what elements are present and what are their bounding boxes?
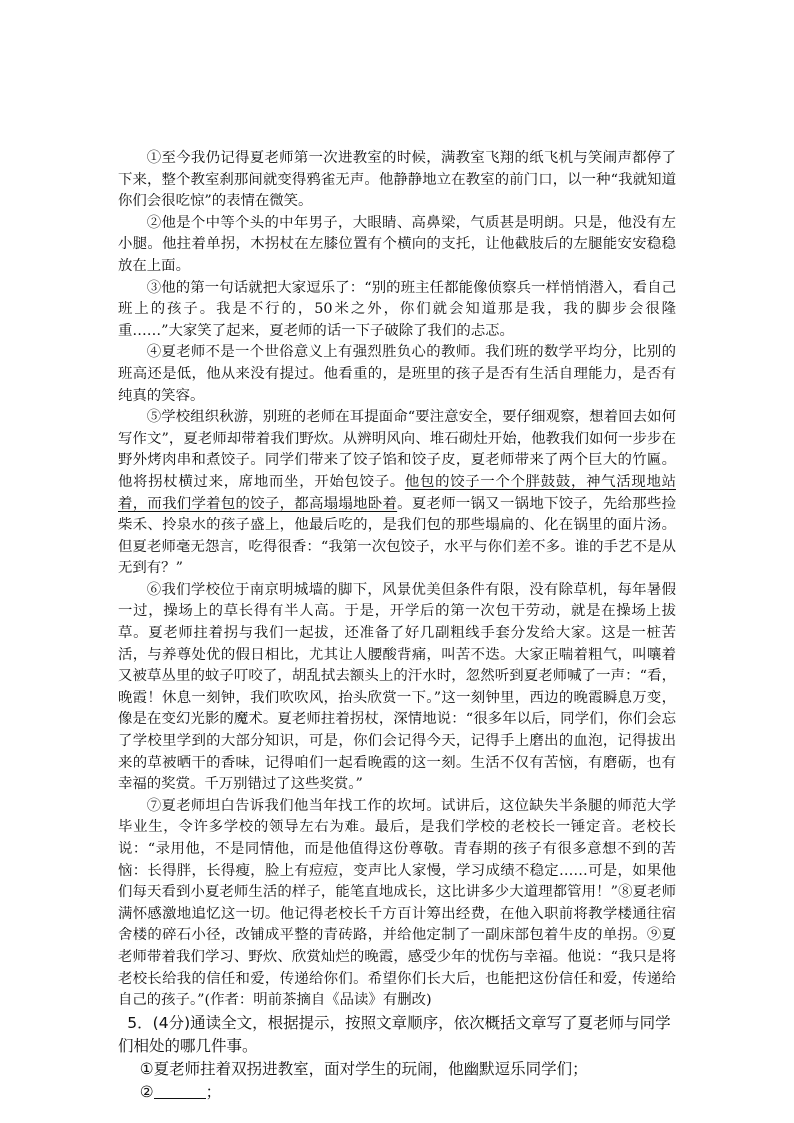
answer-item-1: ①夏老师拄着双拐进教室，面对学生的玩闹，他幽默逗乐同学们；	[139, 1059, 588, 1078]
paragraph-5-text-a: ⑤学校组织秋游，别班的老师在耳提面命“要注意安全，要仔细观察，想着回去如何写作文”，夏老师却带着我们野炊。从辨明风向、堆石砌灶开始，他教我们如何一步步在野外烤肉串和煮饺子。同学们带来了饺子馅和饺子皮，夏老师带来了两个巨大的竹匾。他将拐杖横过来，席地而坐，开始包饺子。	[118, 409, 676, 490]
paragraph-4: ④夏老师不是一个世俗意义上有强烈胜负心的教师。我们班的数学平均分，比别的班高还是低，他从来没有提过。他看重的，是班里的孩子是否有生活自理能力，是否有纯真的笑容。	[118, 344, 676, 404]
answer-item-2	[118, 1081, 676, 1104]
paragraph-7	[118, 796, 676, 1012]
paragraph-9-text: ⑨夏老师带着我们学习、野炊、欣赏灿烂的晚霞，感受少年的忧伤与幸福。他说：“我只是将老校长给我的信任和爱，传递给你们。希望你们长大后，也能把这份信任和爱，传递给自己的孩子。”	[118, 927, 676, 1009]
question-5	[118, 1012, 676, 1104]
paragraph-1: ①至今我仍记得夏老师第一次进教室的时候，满教室飞翔的纸飞机与笑闹声都停了下来，整个教室刹那间就变得鸦雀无声。他静静地立在教室的前门口，以一种“我就知道你们会很吃惊”的表情在微笑。	[118, 150, 676, 210]
paragraph-2: ②他是个中等个头的中年男子，大眼睛、高鼻梁，气质甚是明朗。只是，他没有左小腿。他拄着单拐，木拐杖在左膝位置有个横向的支托，让他截肢后的左腿能安安稳稳放在上面。	[118, 214, 676, 274]
paragraph-6: ⑥我们学校位于南京明城墙的脚下，风景优美但条件有限，没有除草机，每年暑假一过，操场上的草长得有半人高。于是，开学后的第一次包干劳动，就是在操场上拔草。夏老师拄着拐与我们一起拔，还准备了好几副粗线手套分发给大家。这是一桩苦活，与养尊处优的假日相比，尤其让人腰酸背痛，叫苦不迭。大家正喘着粗气，叫嚷着又被草丛里的蚊子叮咬了，胡乱拭去额头上的汗水时，忽然听到夏老师喊了一声：“看，晚霞！休息一刻钟，我们吹吹风，抬头欣赏一下。”这一刻钟里，西边的晚霞瞬息万变，像是在变幻光影的魔术。夏老师拄着拐杖，深情地说：“很多年以后，同学们，你们会忘了学校里学到的大部分知识，可是，你们会记得今天，记得手上磨出的血泡，记得拔出来的草被晒干的香味，记得咱们一起看晚霞的这一刻。生活不仅有苦恼，有磨砺，也有幸福的奖赏。千万别错过了这些奖赏。”	[118, 581, 676, 793]
answer-item-2-end: ；	[205, 1082, 222, 1101]
answer-item-2-number: ②	[139, 1082, 154, 1101]
question-stem: 5．(4分)通读全文，根据提示，按照文章顺序，依次概括文章写了夏老师与同学们相处的哪几件事。	[118, 1013, 671, 1055]
source-attribution: (作者：明前茶摘自《品读》有删改)	[204, 992, 432, 1009]
paragraph-3: ③他的第一句话就把大家逗乐了：“别的班主任都能像侦察兵一样悄悄潜入，看自己班上的孩子。我是不行的，50米之外，你们就会知道那是我，我的脚步会很隆重……”大家笑了起来，夏老师的话一下子破除了我们的忐忑。	[118, 279, 676, 339]
paragraph-5-text-b: 。夏老师一锅又一锅地下饺子，先给那些捡柴禾、拎泉水的孩子盛上，他最后吃的，是我们包的那些塌扁的、化在锅里的面片汤。但夏老师毫无怨言，吃得很香：“我第一次包饺子，水平与你们差不多。谁的手艺不是从无到有？”	[118, 495, 676, 577]
answer-blank[interactable]	[154, 1084, 206, 1099]
paragraph-7-text: ⑦夏老师坦白告诉我们他当年找工作的坎坷。试讲后，这位缺失半条腿的师范大学毕业生，令许多学校的领导左右为难。最后，是我们学校的老校长一锤定音。老校长说：“录用他，不是同情他，而是他值得这份尊敬。青春期的孩子有很多意想不到的苦恼：长得胖，长得瘦，脸上有痘痘，变声比人家慢，学习成绩不稳定……可是，如果他们每天看到小夏老师生活的样子，能笔直地成长，这比讲多少大道理都管用！”	[118, 797, 676, 901]
paragraph-5	[118, 407, 676, 580]
article	[118, 148, 676, 1104]
paragraph-8-text: ⑧夏老师满怀感激地追忆这一切。他记得老校长千方百计筹出经费，在他入职前将教学楼通往宿舍楼的碎石小径，改铺成平整的青砖路，并给他定制了一副床部包着牛皮的单拐。	[118, 884, 676, 944]
underlined-sentence: 他包的饺子一个个胖鼓鼓，神气活现地站着，而我们学着包的饺子，都高塌塌地卧着	[118, 473, 676, 512]
